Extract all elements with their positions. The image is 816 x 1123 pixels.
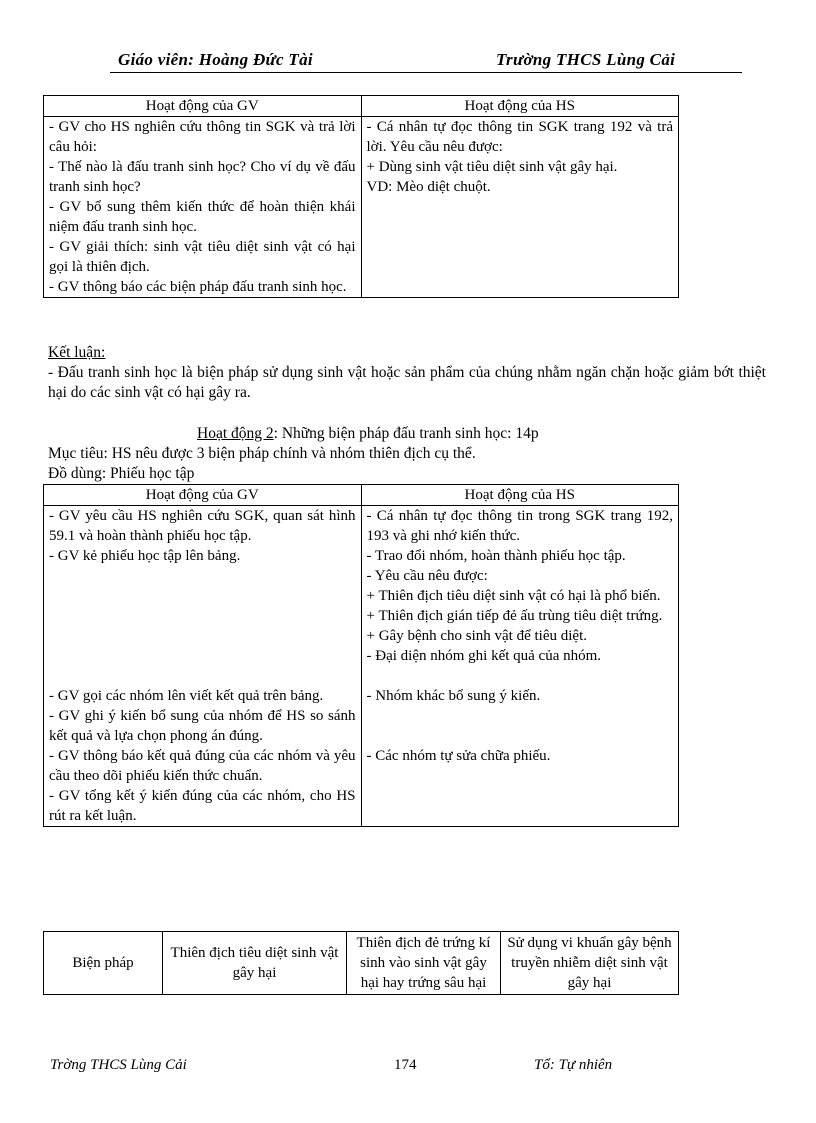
measures-table: [43, 931, 679, 995]
hs-line: - Cá nhân tự đọc thông tin SGK trang 192 và trả lời. Yêu cầu nêu được:: [366, 119, 673, 155]
conclusion-heading: Kết luận:: [48, 344, 106, 361]
gv-cell: [44, 506, 362, 827]
conclusion-label: [48, 343, 766, 363]
spacer: [49, 646, 356, 666]
hs-cell: [361, 506, 679, 827]
gv-line: - GV gọi các nhóm lên viết kết quả trên bảng.: [49, 688, 324, 704]
page-header: [110, 48, 742, 73]
gv-line: - GV bổ sung thêm kiến thức để hoàn thiện khái niệm đấu tranh sinh học.: [49, 199, 356, 235]
activity-2-label: Hoạt động 2: [197, 425, 274, 442]
gv-cell: [44, 117, 362, 298]
table-header-row: [44, 96, 679, 117]
spacer: [49, 626, 356, 646]
spacer: [49, 566, 356, 586]
gv-line: - GV tổng kết ý kiến đúng của các nhóm, cho HS rút ra kết luận.: [49, 788, 356, 824]
gv-header: Hoạt động của GV: [44, 485, 362, 506]
gv-line: - GV cho HS nghiên cứu thông tin SGK và trả lời câu hỏi:: [49, 119, 356, 155]
hs-line: + Thiên địch gián tiếp đẻ ấu trùng tiêu diệt trứng.: [366, 608, 663, 624]
gv-line: - GV kẻ phiếu học tập lên bảng.: [49, 548, 241, 564]
spacer: [367, 666, 674, 686]
gv-line: - GV thông báo kết quả đúng của các nhóm và yêu cầu theo dõi phiếu kiến thức chuẩn.: [49, 748, 356, 784]
gv-line: - GV thông báo các biện pháp đấu tranh sinh học.: [49, 279, 347, 295]
hs-line: - Cá nhân tự đọc thông tin trong SGK trang 192, 193 và ghi nhớ kiến thức.: [366, 508, 673, 544]
teacher-name: Giáo viên: Hoàng Đức Tài: [118, 50, 313, 69]
hs-line: + Thiên địch tiêu diệt sinh vật có hại là phổ biến.: [366, 588, 661, 604]
gv-header: Hoạt động của GV: [44, 96, 362, 117]
gv-line: - Thế nào là đấu tranh sinh học? Cho ví dụ về đấu tranh sinh học?: [49, 159, 356, 195]
activity-table-2: [43, 484, 679, 827]
hs-line: + Gây bệnh cho sinh vật để tiêu diệt.: [366, 628, 587, 644]
materials: Đồ dùng: Phiếu học tập: [48, 465, 195, 482]
hs-line: VD: Mèo diệt chuột.: [366, 179, 491, 195]
spacer: [367, 726, 674, 746]
measures-label: Biện pháp: [44, 932, 163, 995]
hs-cell: [361, 117, 679, 298]
measure-cell: Sử dụng vi khuẩn gây bệnh truyền nhiễm diệt sinh vật gây hại: [501, 932, 679, 995]
spacer: [49, 586, 356, 606]
hs-line: - Đại diện nhóm ghi kết quả của nhóm.: [366, 648, 602, 664]
footer-group: Tổ: Tự nhiên: [534, 1057, 613, 1073]
activity-2-title: [197, 424, 757, 444]
school-name: Trường THCS Lùng Cải: [496, 50, 676, 69]
hs-line: - Trao đổi nhóm, hoàn thành phiếu học tập.: [366, 548, 626, 564]
page-number: 174: [394, 1057, 417, 1073]
hs-line: - Các nhóm tự sửa chữa phiếu.: [366, 748, 551, 764]
measure-cell: Thiên địch đẻ trứng kí sinh vào sinh vật gây hại hay trứng sâu hại: [347, 932, 501, 995]
activity-2-title-rest: : Những biện pháp đấu tranh sinh học: 14p: [273, 425, 539, 442]
gv-line: - GV giải thích: sinh vật tiêu diệt sinh vật có hại gọi là thiên địch.: [49, 239, 356, 275]
spacer: [49, 666, 356, 686]
table-row: [44, 506, 679, 827]
conclusion-text: - Đấu tranh sinh học là biện pháp sử dụng sinh vật hoặc sản phẩm của chúng nhằm ngăn chặn hoặc giảm bớt thiệt hại do các sinh vật có hại gây ra.: [48, 364, 766, 401]
hs-header: Hoạt động của HS: [361, 485, 679, 506]
measure-cell: Thiên địch tiêu diệt sinh vật gây hại: [163, 932, 347, 995]
hs-header: Hoạt động của HS: [361, 96, 679, 117]
activity-table-1: [43, 95, 679, 298]
spacer: [49, 606, 356, 626]
objective: Mục tiêu: HS nêu được 3 biện pháp chính và nhóm thiên địch cụ thể.: [48, 445, 476, 462]
hs-line: - Nhóm khác bổ sung ý kiến.: [366, 688, 541, 704]
table-header-row: [44, 485, 679, 506]
footer-school: Trờng THCS Lùng Cải: [50, 1057, 187, 1073]
table-row: [44, 932, 679, 995]
hs-line: + Dùng sinh vật tiêu diệt sinh vật gây hại.: [366, 159, 618, 175]
gv-line: - GV ghi ý kiến bổ sung của nhóm để HS so sánh kết quả và lựa chọn phong án đúng.: [49, 708, 356, 744]
table-row: [44, 117, 679, 298]
spacer: [367, 706, 674, 726]
hs-line: - Yêu cầu nêu được:: [366, 568, 488, 584]
gv-line: - GV yêu cầu HS nghiên cứu SGK, quan sát hình 59.1 và hoàn thành phiếu học tập.: [49, 508, 356, 544]
